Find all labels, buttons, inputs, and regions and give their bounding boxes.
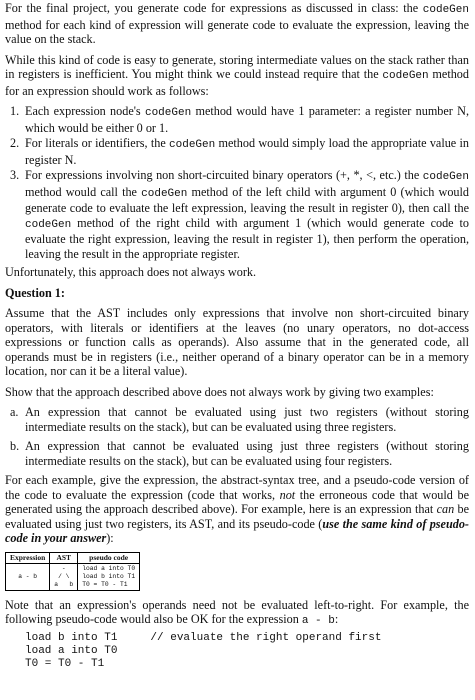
table-header: AST [50,552,78,563]
unfortunately-text: Unfortunately, this approach does not always work. [5,265,257,279]
example-item: b. An expression that cannot be evaluated using just three registers (without storing intermediate results on the stack), but can be evaluated using four registers. [10,439,469,468]
foreach-paragraph: For each example, give the expression, the abstract-syntax tree, and a pseudo-code version of the code to evaluate the expression (code that works, not the erroneous code that would be generated using the approach described above). For example, here is an expression that can be evaluated using just two registers, its AST, and its pseudo-code (use the same kind of pseudo-code in your answer): [5,473,469,545]
examples-list [5,405,469,468]
rules-list [5,104,469,261]
table-header: Expression [6,552,50,563]
rule-item: 2. For literals or identifiers, the codeGen method would simply load the appropriate value in register N. [10,136,469,167]
show-paragraph: Show that the approach described above does not always work by giving two examples: [5,384,434,399]
rule-item: 3. For expressions involving non short-circuited binary operators (+, *, <, etc.) the codeGen method would call the codeGen method of the left child with argument 0 (which would generate code to evaluate the left expression, leaving the result in register 0), then call the codeGen method of the right child with argument 1 (which would generate code to evaluate the right expression, leaving the result in register 1), then perform the operation, leaving the result in the appropriate register. [10,168,469,261]
code-block [25,632,469,671]
example-item: a. An expression that cannot be evaluated using just two registers (without storing intermediate results on the stack), but can be evaluated using three registers. [10,405,469,434]
code-line: load a into T0 [25,644,118,657]
code-line: load b into T1 // evaluate the right operand first [25,631,382,644]
table-header: pseudo code [78,552,140,563]
rule-item: 1. Each expression node's codeGen method would have 1 parameter: a register number N, which would be either 0 or 1. [10,104,469,135]
inline-code: codeGen [422,4,469,16]
intro-paragraph-1: For the final project, you generate code for expressions as discussed in class: the codeGen method for each kind of expression will generate code to evaluate the expression, leaving the value on the stack. [5,1,469,46]
inline-code: codeGen [382,70,429,82]
code-line: T0 = T0 - T1 [25,657,105,670]
table-row [6,563,140,590]
note-paragraph: Note that an expression's operands need not be evaluated left-to-right. For example, the following pseudo-code would also be OK for the expression a - b: [5,597,469,627]
table-cell-expression: a - b [6,563,50,590]
question-title: Question 1: [5,285,65,300]
table-header-row [6,552,140,563]
table-cell-ast: - / \ a b [50,563,78,590]
assume-paragraph: Assume that the AST includes only expressions that involve non short-circuited binary operators, with literals or identifiers at the leaves (no unary operators, no dot-access expressions or function calls as operands). Also assume that in the generated code, all operands must be in registers (i.e., neither operand of a binary operator can be in a memory location, nor can it be a literal value). [5,306,469,378]
example-table [5,552,140,591]
table-cell-pseudo: load a into T0 load b into T1 T0 = T0 - T1 [78,563,140,590]
intro-paragraph-2: While this kind of code is easy to generate, storing intermediate values on the stack rather than in registers is inefficient. You might think we could instead require that the codeGen method for an expression should work as follows: [5,52,469,98]
